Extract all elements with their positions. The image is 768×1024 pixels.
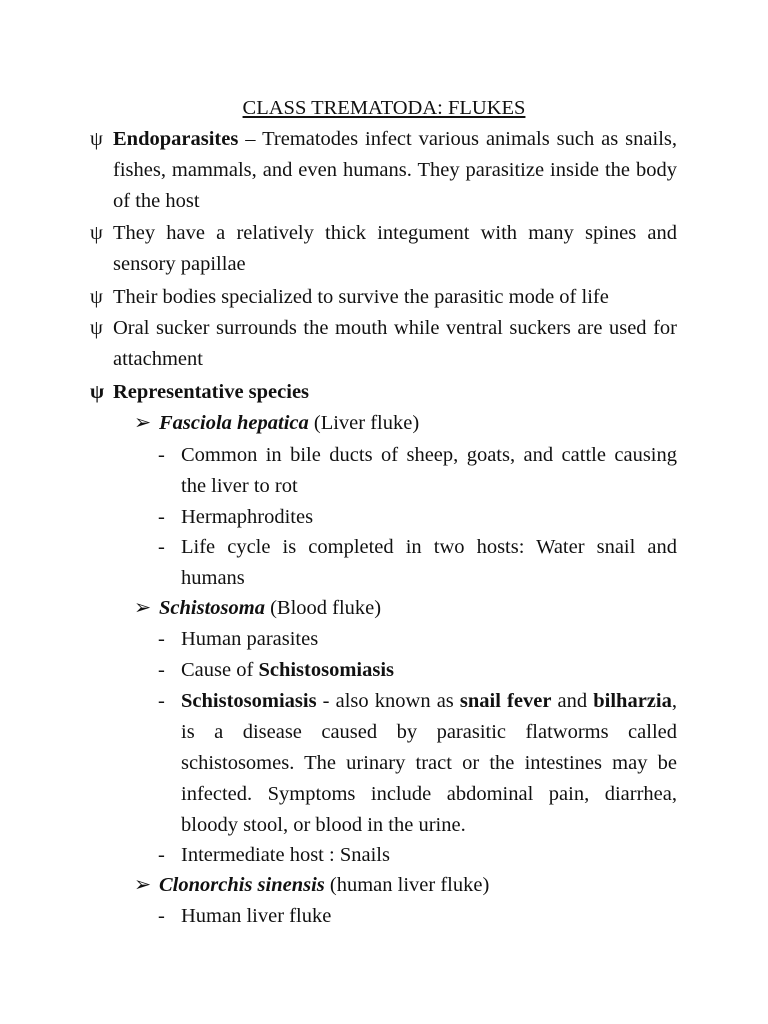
bold-term: Endoparasites [113,128,239,150]
psi-bullet-icon: ψ [90,286,103,308]
arrow-bullet-icon: ➢ [134,412,152,434]
page-title: CLASS TREMATODA: FLUKES [242,97,526,119]
arrow-bullet-icon: ➢ [134,597,152,619]
dash-bullet-icon: - [158,844,165,866]
list-item: - Intermediate host : Snails [158,840,677,871]
psi-bullet-icon: ψ [90,222,103,244]
arrow-bullet-icon: ➢ [134,874,152,896]
bullet-item [90,218,677,280]
dash-bullet-icon: - [158,690,165,712]
species-name: Clonorchis sinensis [159,874,325,896]
list-item: - Human liver fluke [158,901,677,932]
bullet-text: Oral sucker surrounds the mouth while ventral suckers are used for attachment [113,317,677,370]
bullet-item [90,282,677,313]
psi-bullet-icon: ψ [90,381,105,403]
species-heading: ➢ Schistosoma (Blood fluke) [134,593,677,624]
bullet-text: Representative species [113,381,310,403]
psi-bullet-icon: ψ [90,128,103,150]
list-item: - Cause of Schistosomiasis [158,655,677,686]
list-item: - Hermaphrodites [158,502,677,533]
list-item: - Common in bile ducts of sheep, goats, and cattle causing the liver to rot [158,440,677,502]
list-item: - Schistosomiasis - also known as snail fever and bilharzia, is a disease caused by parasitic flatworms called schistosomes. The urinary tract or the intestines may be infected. Symptoms include abdominal pain, diarrhea, bloody stool, or blood in the urine. [158,686,677,841]
species-name: Schistosoma [159,597,265,619]
bullet-text: They have a relatively thick integument with many spines and sensory papillae [113,222,677,275]
bullet-item [90,377,677,408]
bullet-text: Endoparasites – Trematodes infect various animals such as snails, fishes, mammals, and even humans. They parasitize inside the body of the host [113,128,677,212]
dash-bullet-icon: - [158,905,165,927]
psi-bullet-icon: ψ [90,317,103,339]
list-item: - Life cycle is completed in two hosts: Water snail and humans [158,532,677,594]
dash-bullet-icon: - [158,628,165,650]
dash-bullet-icon: - [158,659,165,681]
dash-bullet-icon: - [158,536,165,558]
bullet-text: Their bodies specialized to survive the parasitic mode of life [113,286,609,308]
species-name: Fasciola hepatica [159,412,309,434]
dash-bullet-icon: - [158,506,165,528]
dash-bullet-icon: - [158,444,165,466]
bullet-item [90,313,677,375]
list-item: - Human parasites [158,624,677,655]
bullet-item [90,124,677,217]
species-heading: ➢ Clonorchis sinensis (human liver fluke) [134,870,677,901]
species-heading: ➢ Fasciola hepatica (Liver fluke) [134,408,677,439]
